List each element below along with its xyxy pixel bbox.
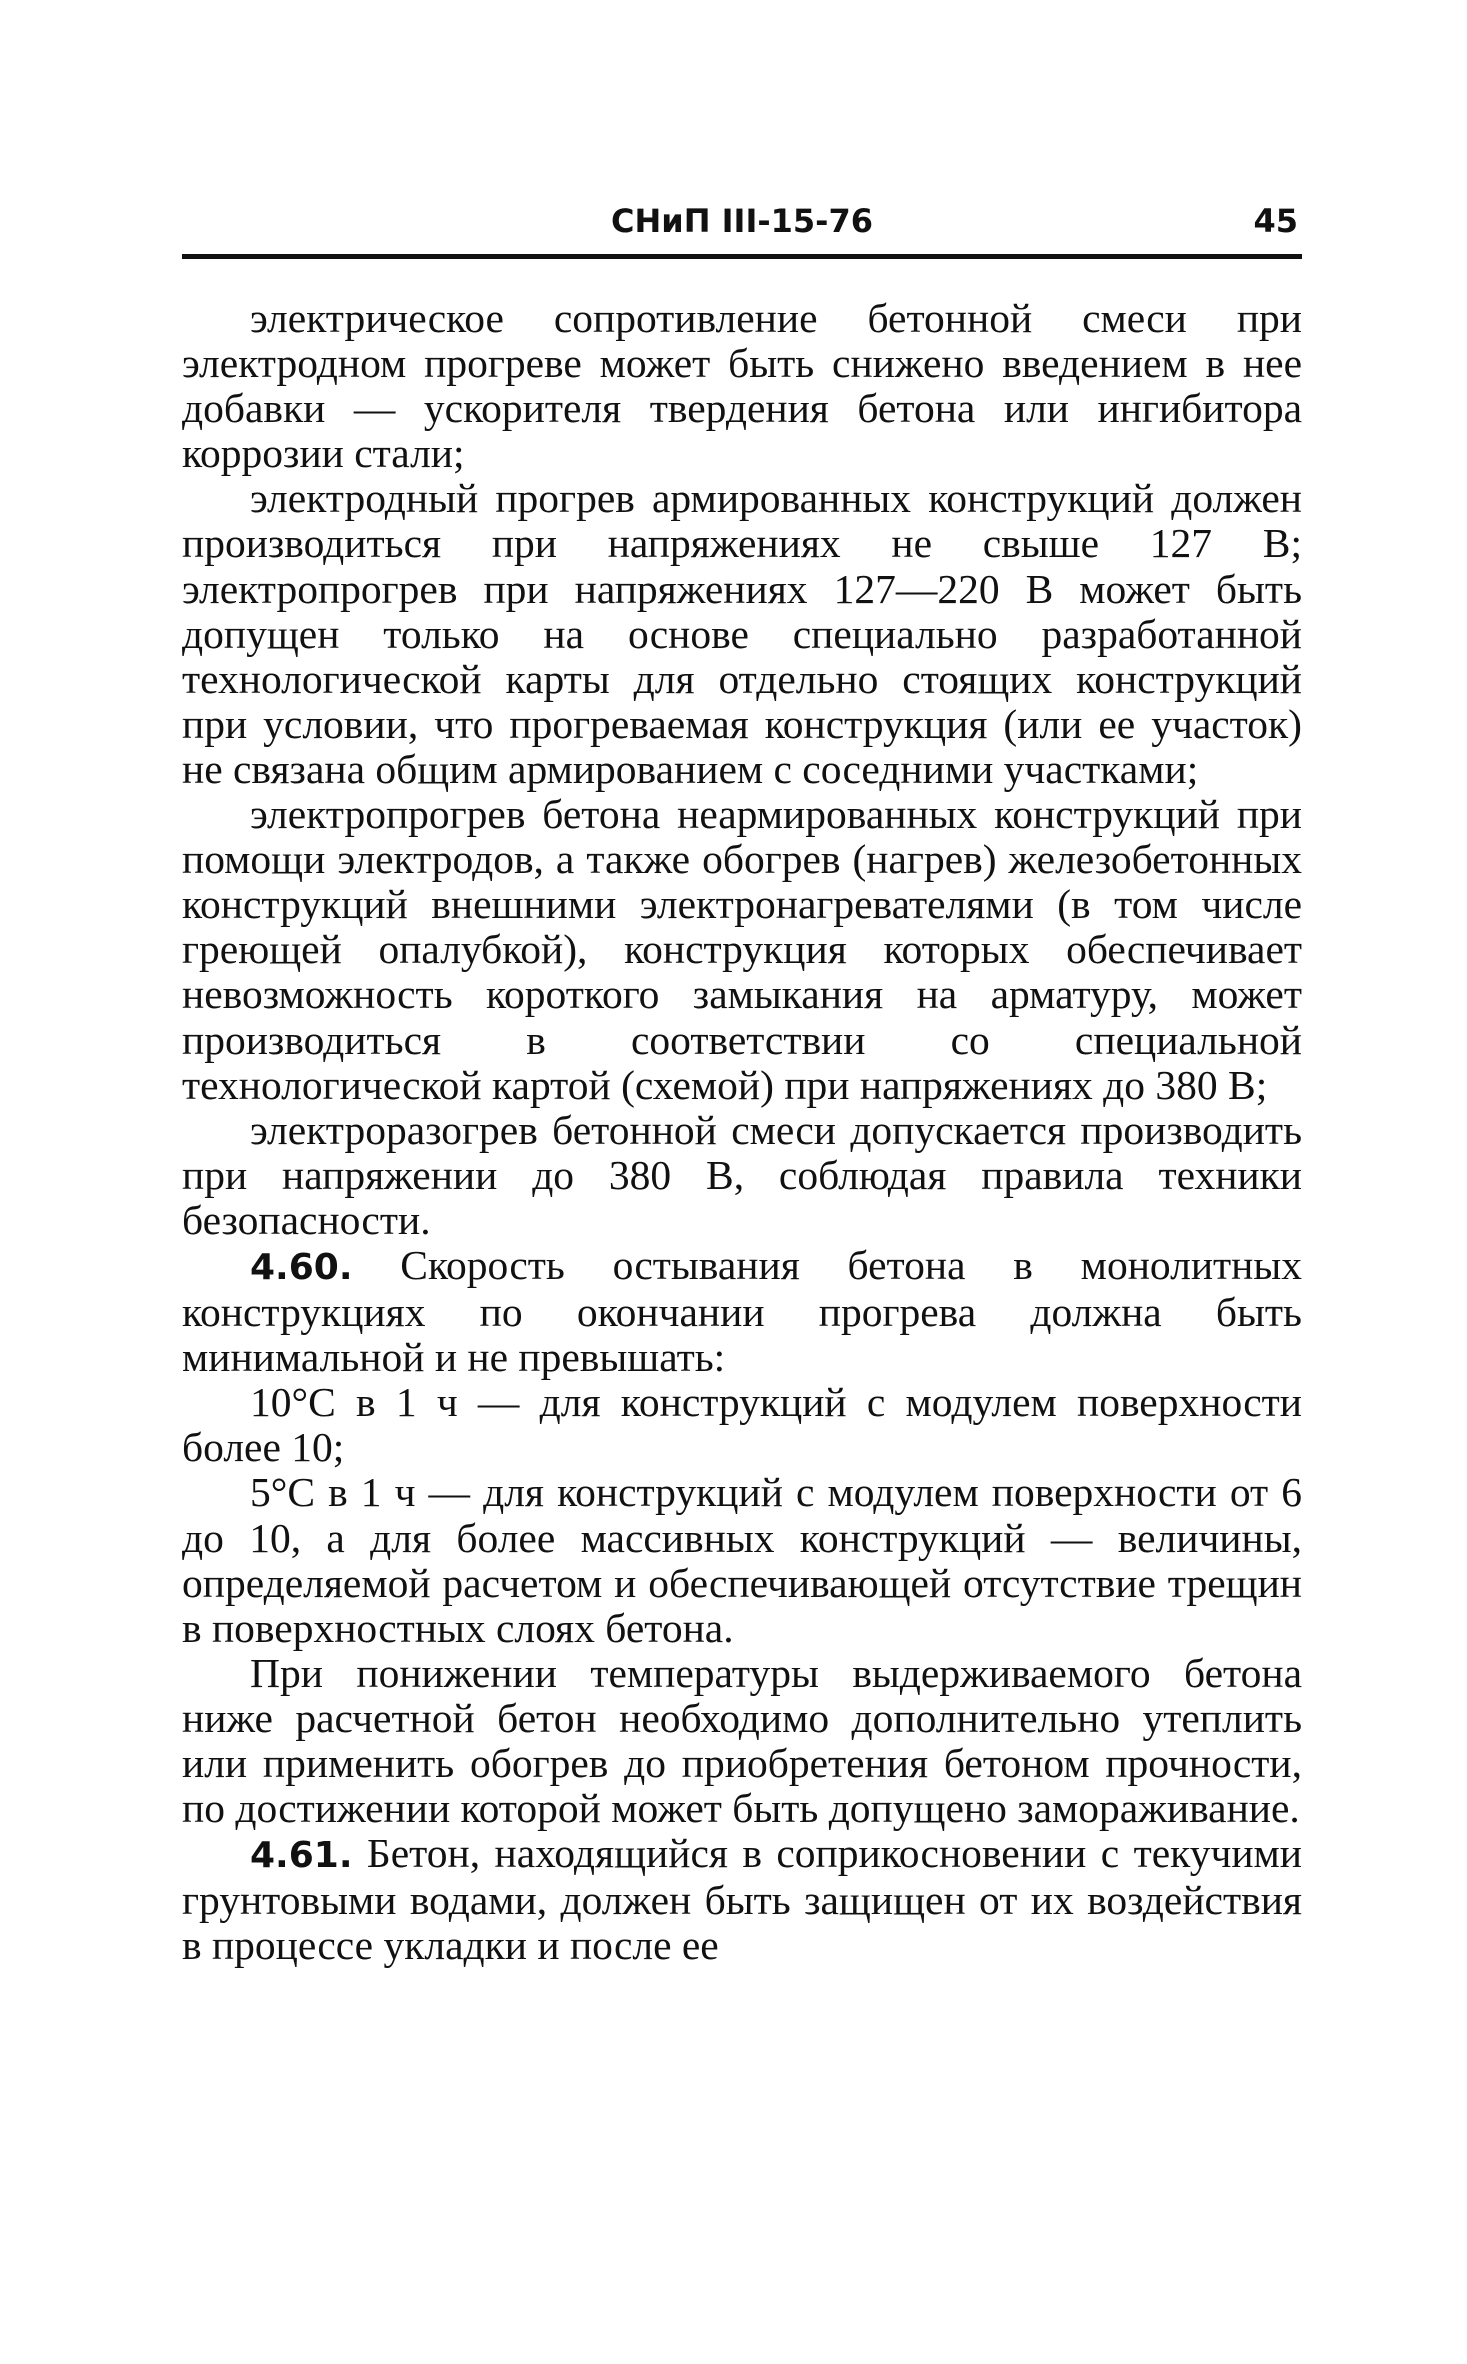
paragraph xyxy=(182,1651,1302,1831)
paragraph xyxy=(182,476,1302,792)
clause-paragraph xyxy=(182,1831,1302,1968)
paragraph xyxy=(182,1380,1302,1470)
running-header xyxy=(182,198,1302,258)
clause-number: 4.61. xyxy=(250,1835,353,1877)
body-text xyxy=(182,296,1302,1968)
paragraph-text: электрическое сопротивление бетонной смеси при электродном прогреве может быть снижено введением в нее добавки — ускорителя твердения бетона или ингибитора коррозии стали; xyxy=(182,295,1302,477)
paragraph-text: 5°С в 1 ч — для конструкций с модулем поверхности от 6 до 10, а для более массивных конструкций — величины, определяемой расчетом и обеспечивающей отсутствие трещин в поверхностных слоях бетона. xyxy=(182,1469,1302,1651)
clause-number: 4.60. xyxy=(250,1246,353,1288)
document-code: СНиП III-15-76 xyxy=(611,202,873,240)
paragraph xyxy=(182,1108,1302,1243)
paragraph-text: электроразогрев бетонной смеси допускается производить при напряжении до 380 В, соблюдая правила техники безопасности. xyxy=(182,1106,1302,1243)
paragraph xyxy=(182,792,1302,1108)
page-number: 45 xyxy=(1253,202,1298,240)
paragraph-text: Скорость остывания бетона в монолитных конструкциях по окончании прогрева должна быть минимальной и не превышать: xyxy=(182,1241,1303,1381)
paragraph-text: При понижении температуры выдерживаемого бетона ниже расчетной бетон необходимо дополнительно утеплить или применить обогрев до приобретения бетоном прочности, по достижении которой может быть допущено замораживание. xyxy=(182,1649,1302,1832)
paragraph-text: электропрогрев бетона неармированных конструкций при помощи электродов, а также обогрев (нагрев) железобетонных конструкций внешними электронагревателями (в том числе греющей опалубкой), конструкция которых обеспечивает невозможность короткого замыкания на арматуру, может производиться в соответствии со специальной технологической картой (схемой) при напряжениях до 380 В; xyxy=(182,791,1302,1108)
clause-paragraph xyxy=(182,1243,1302,1380)
header-divider xyxy=(182,254,1302,259)
paragraph-text: электродный прогрев армированных конструкций должен производиться при напряжениях не свыше 127 В; электропрогрев при напряжениях 127—220 В может быть допущен только на основе специально разработанной технологической карты для отдельно стоящих конструкций при условии, что прогреваемая конструкция (или ее участок) не связана общим армированием с соседними участками; xyxy=(182,475,1302,792)
paragraph xyxy=(182,296,1302,476)
paragraph-text: Бетон, находящийся в соприкосновении с текучими грунтовыми водами, должен быть защищен от их воздействия в процессе укладки и после ее xyxy=(182,1830,1303,1969)
paragraph xyxy=(182,1470,1302,1650)
paragraph-text: 10°С в 1 ч — для конструкций с модулем поверхности более 10; xyxy=(182,1379,1302,1471)
